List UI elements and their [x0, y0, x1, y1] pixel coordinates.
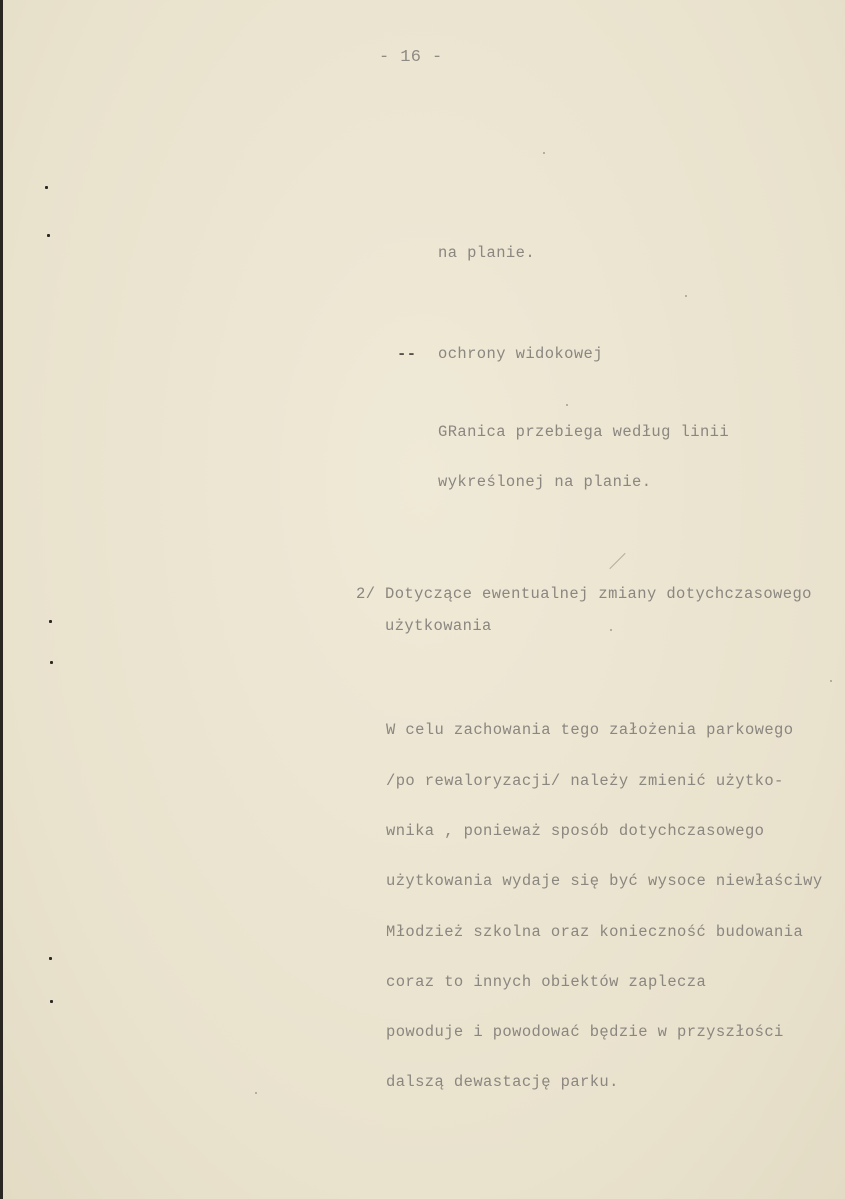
margin-mark [50, 1000, 53, 1003]
pencil-mark [609, 553, 625, 569]
paragraph-line: powoduje i powodować będzie w przyszłości [386, 1023, 784, 1041]
bullet-text-line: GRanica przebiega według linii [438, 423, 730, 441]
paper-speck [830, 680, 832, 682]
paragraph-line: W celu zachowania tego założenia parkowego [386, 721, 794, 739]
paragraph-line: użytkowania wydaje się być wysoce niewłaściwy [386, 872, 823, 890]
margin-mark [50, 661, 53, 664]
paper-speck [543, 152, 545, 154]
page-number: - 16 - [379, 48, 443, 67]
bullet-title: ochrony widokowej [438, 345, 603, 363]
paper-speck [255, 1092, 257, 1094]
margin-mark [45, 186, 48, 189]
bullet-marker: -- [397, 345, 417, 363]
paragraph-line: Młodzież szkolna oraz konieczność budowania [386, 923, 804, 941]
paragraph-line: dalszą dewastację parku. [386, 1073, 619, 1091]
paper-speck [566, 404, 568, 406]
bullet-text-line: wykreślonej na planie. [438, 473, 652, 491]
paper-speck [685, 295, 687, 297]
paper-speck [610, 629, 612, 631]
margin-mark [49, 620, 52, 623]
paragraph-line: /po rewaloryzacji/ należy zmienić użytko- [386, 772, 784, 790]
page-edge-shadow [0, 0, 3, 1199]
intro-line: na planie. [438, 244, 536, 262]
point-heading-line: użytkowania [385, 617, 492, 635]
point-number: 2/ [356, 585, 376, 603]
point-heading-line: Dotyczące ewentualnej zmiany dotychczasowego [385, 585, 812, 603]
margin-mark [49, 957, 52, 960]
paragraph-line: wnika , ponieważ sposób dotychczasowego [386, 822, 765, 840]
margin-mark [47, 234, 50, 237]
paragraph-line: coraz to innych obiektów zaplecza [386, 973, 707, 991]
